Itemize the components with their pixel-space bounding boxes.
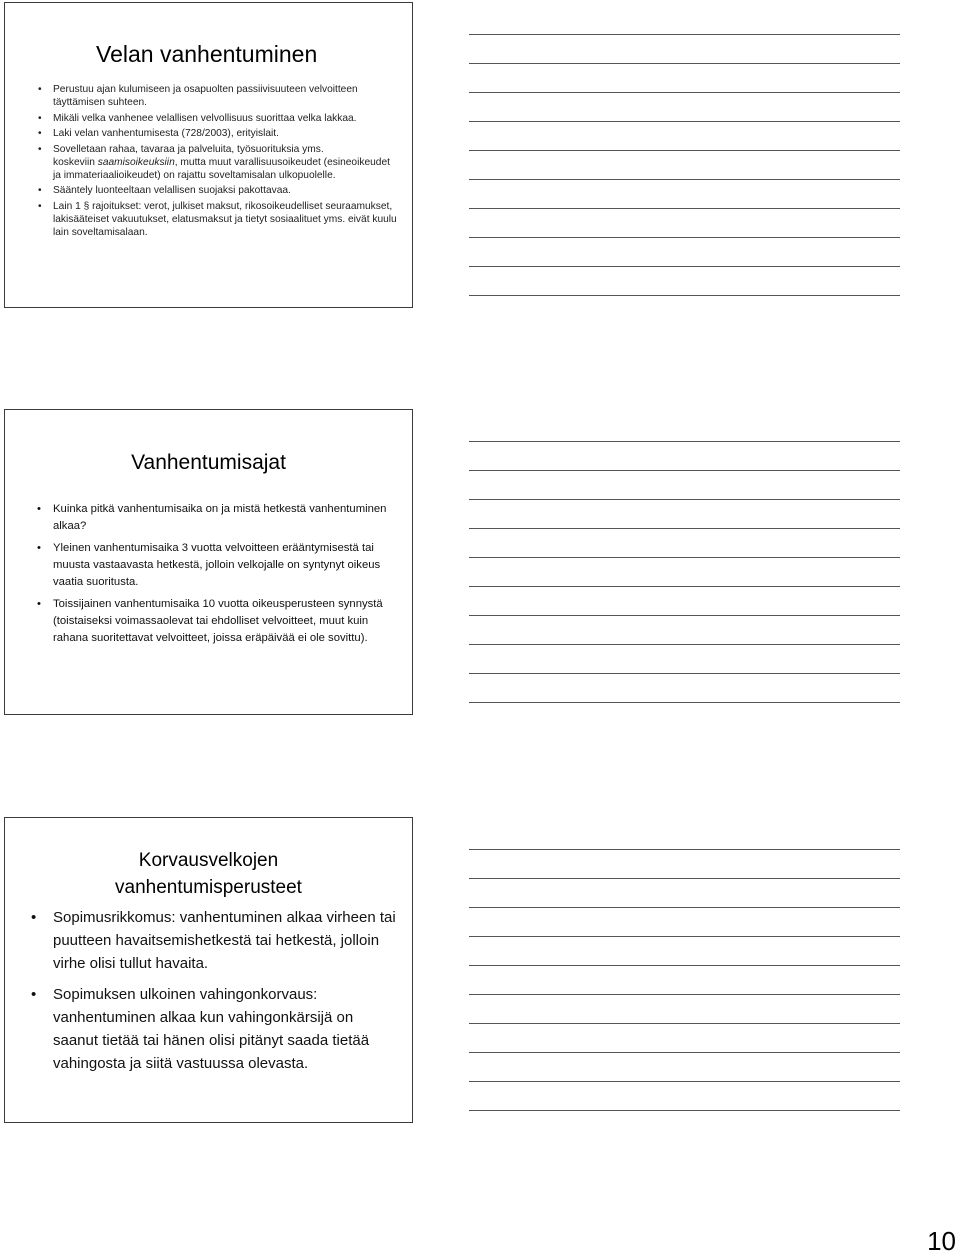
page-number: 10: [927, 1226, 956, 1256]
note-line: [469, 92, 900, 93]
note-line: [469, 150, 900, 151]
note-line: [469, 702, 900, 703]
note-line: [469, 586, 900, 587]
list-item: • Sääntely luonteeltaan velallisen suojaksi pakottavaa.: [53, 184, 398, 197]
list-item: • Laki velan vanhentumisesta (728/2003), erityislait.: [53, 127, 398, 140]
bullet-list: [53, 501, 398, 652]
note-line: [469, 179, 900, 180]
list-item: • Yleinen vanhentumisaika 3 vuotta velvoitteen erääntymisestä tai muusta vastaavasta hetkestä, jolloin velkojalle on syntynyt oikeus vaatia suoritusta.: [53, 540, 398, 591]
note-line: [469, 965, 900, 966]
note-line: [469, 673, 900, 674]
note-line: [469, 121, 900, 122]
note-line: [469, 936, 900, 937]
list-item: • Toissijainen vanhentumisaika 10 vuotta oikeusperusteen synnystä (toistaiseksi voimassaolevat tai ehdolliset velvoitteet, muut kuin rahana suoritettavat velvoitteet, joissa eräpäivää ei ole sovittu).: [53, 596, 398, 647]
bullet-text-emphasis: saamisoikeuksiin: [97, 156, 175, 168]
list-item: • Lain 1 § rajoitukset: verot, julkiset maksut, rikosoikeudelliset seuraamukset, lakisääteiset vakuutukset, elatusmaksut ja tietyt sosiaalituet yms. eivät kuulu lain soveltamisalaan.: [53, 200, 398, 239]
note-line: [469, 441, 900, 442]
note-line: [469, 994, 900, 995]
slide-2: [4, 409, 413, 715]
bullet-list: [53, 906, 398, 1083]
note-line: [469, 295, 900, 296]
slide-title-line: vanhentumisperusteet: [115, 877, 302, 898]
list-item: • Perustuu ajan kulumiseen ja osapuolten passiivisuuteen velvoitteen täyttämisen suhteen.: [53, 83, 398, 109]
slide-title: [5, 847, 412, 901]
list-item: [53, 143, 398, 182]
slide-1: [4, 2, 413, 308]
list-item: • Sopimusrikkomus: vanhentuminen alkaa virheen tai puutteen havaitsemishetkestä tai hetkestä, jolloin virhe olisi tullut havaita.: [53, 906, 398, 975]
slide-title-line: Korvausvelkojen: [138, 850, 279, 871]
list-item: • Sopimuksen ulkoinen vahingonkorvaus: vanhentuminen alkaa kun vahingonkärsijä on saanut tietää tai hänen olisi pitänyt saada tietää vahingosta ja siitä vastuussa olevasta.: [53, 983, 398, 1075]
bullet-text-prefix: koskeviin: [53, 156, 98, 168]
note-line: [469, 907, 900, 908]
note-line: [469, 237, 900, 238]
note-line: [469, 208, 900, 209]
note-line: [469, 470, 900, 471]
bullet-text: Sovelletaan rahaa, tavaraa ja palveluita, työsuorituksia yms.: [53, 143, 324, 155]
note-line: [469, 1110, 900, 1111]
list-item: • Kuinka pitkä vanhentumisaika on ja mistä hetkestä vanhentuminen alkaa?: [53, 501, 398, 535]
slide-3: [4, 817, 413, 1123]
note-line: [469, 878, 900, 879]
note-line: [469, 644, 900, 645]
slide-title: Velan vanhentuminen: [96, 41, 318, 67]
bullet-list: [53, 83, 398, 241]
note-line: [469, 849, 900, 850]
note-line: [469, 63, 900, 64]
note-line: [469, 1081, 900, 1082]
note-line: [469, 615, 900, 616]
bullet-text-suffix: , mutta muut varallisuusoikeudet (esineoikeudet ja immateriaalioikeudet) on rajattu soveltamisalan ulkopuolelle.: [53, 156, 390, 181]
list-item: • Mikäli velka vanhenee velallisen velvollisuus suorittaa velka lakkaa.: [53, 112, 398, 125]
slide-title: Vanhentumisajat: [131, 451, 286, 474]
note-line: [469, 1052, 900, 1053]
note-line: [469, 34, 900, 35]
note-line: [469, 1023, 900, 1024]
note-line: [469, 528, 900, 529]
note-line: [469, 266, 900, 267]
note-line: [469, 499, 900, 500]
note-line: [469, 557, 900, 558]
